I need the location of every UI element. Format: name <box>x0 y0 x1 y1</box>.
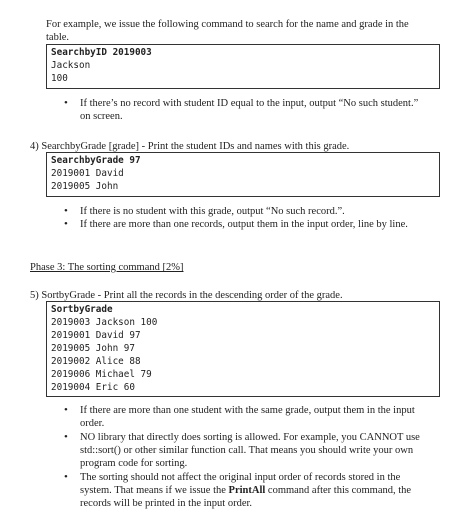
bullet-no-student <box>64 97 464 127</box>
bullet-icon: • <box>64 431 68 443</box>
code-line: 2019005 John <box>51 181 119 192</box>
bullet-text: NO library that directly does sorting is allowed. For example, you CANNOT use <box>80 432 420 443</box>
bullet-same-grade <box>64 404 464 432</box>
bullet-icon: • <box>64 205 68 217</box>
code-line: 2019002 Alice 88 <box>51 356 141 367</box>
intro-line-1: For example, we issue the following command to search for the name and grade in the <box>46 19 409 30</box>
code-box-search-by-id <box>46 44 440 89</box>
bullet-text: program code for sorting. <box>80 458 188 469</box>
bullet-text: The sorting should not affect the original input order of records stored in the <box>80 472 401 483</box>
bullet-text: records will be printed in the input order. <box>80 498 253 509</box>
intro-line-2: table. <box>46 32 70 43</box>
bullet-text: If there are more than one records, output them in the input order, line by line. <box>80 219 408 230</box>
code-line: 2019005 John 97 <box>51 343 135 354</box>
bullet-icon: • <box>64 97 68 109</box>
bullet-multiple-records <box>64 218 464 232</box>
phase-3-heading: Phase 3: The sorting command [2%] <box>30 262 184 273</box>
item-5-heading: 5) SortbyGrade - Print all the records in the descending order of the grade. <box>30 290 343 301</box>
bullet-text: on screen. <box>80 111 123 122</box>
code-line: 2019001 David 97 <box>51 330 141 341</box>
code-line: Jackson <box>51 60 91 71</box>
bullet-icon: • <box>64 218 68 230</box>
code-line: 2019006 Michael 79 <box>51 369 152 380</box>
bullet-text-part: system. That means if we issue the <box>80 485 229 496</box>
bullet-icon: • <box>64 404 68 416</box>
bullet-no-record <box>64 205 464 219</box>
bullet-icon: • <box>64 471 68 483</box>
bullet-text: If there is no student with this grade, output “No such record.”. <box>80 206 345 217</box>
printall-keyword: PrintAll <box>228 485 266 496</box>
code-line: 100 <box>51 73 68 84</box>
code-line: 2019001 David <box>51 168 124 179</box>
code-line: SortbyGrade <box>51 304 113 315</box>
code-line: SearchbyGrade 97 <box>51 155 141 166</box>
code-line: SearchbyID 2019003 <box>51 47 152 58</box>
bullet-sort-order-preserved <box>64 471 464 513</box>
bullet-text-part: command after this command, the <box>265 485 412 496</box>
item-4-heading: 4) SearchbyGrade [grade] - Print the student IDs and names with this grade. <box>30 141 350 152</box>
code-box-search-by-grade <box>46 152 440 197</box>
code-box-sort-by-grade <box>46 301 440 397</box>
bullet-text: If there’s no record with student ID equal to the input, output “No such student.” <box>80 98 419 109</box>
code-line: 2019003 Jackson 100 <box>51 317 158 328</box>
bullet-text-line-2 <box>80 484 411 497</box>
bullet-text: std::sort() or other similar function call. That means you should write your own <box>80 445 414 456</box>
bullet-text: If there are more than one student with the same grade, output them in the input <box>80 405 415 416</box>
bullet-no-library <box>64 431 464 473</box>
code-line: 2019004 Eric 60 <box>51 382 135 393</box>
bullet-text: order. <box>80 418 105 429</box>
